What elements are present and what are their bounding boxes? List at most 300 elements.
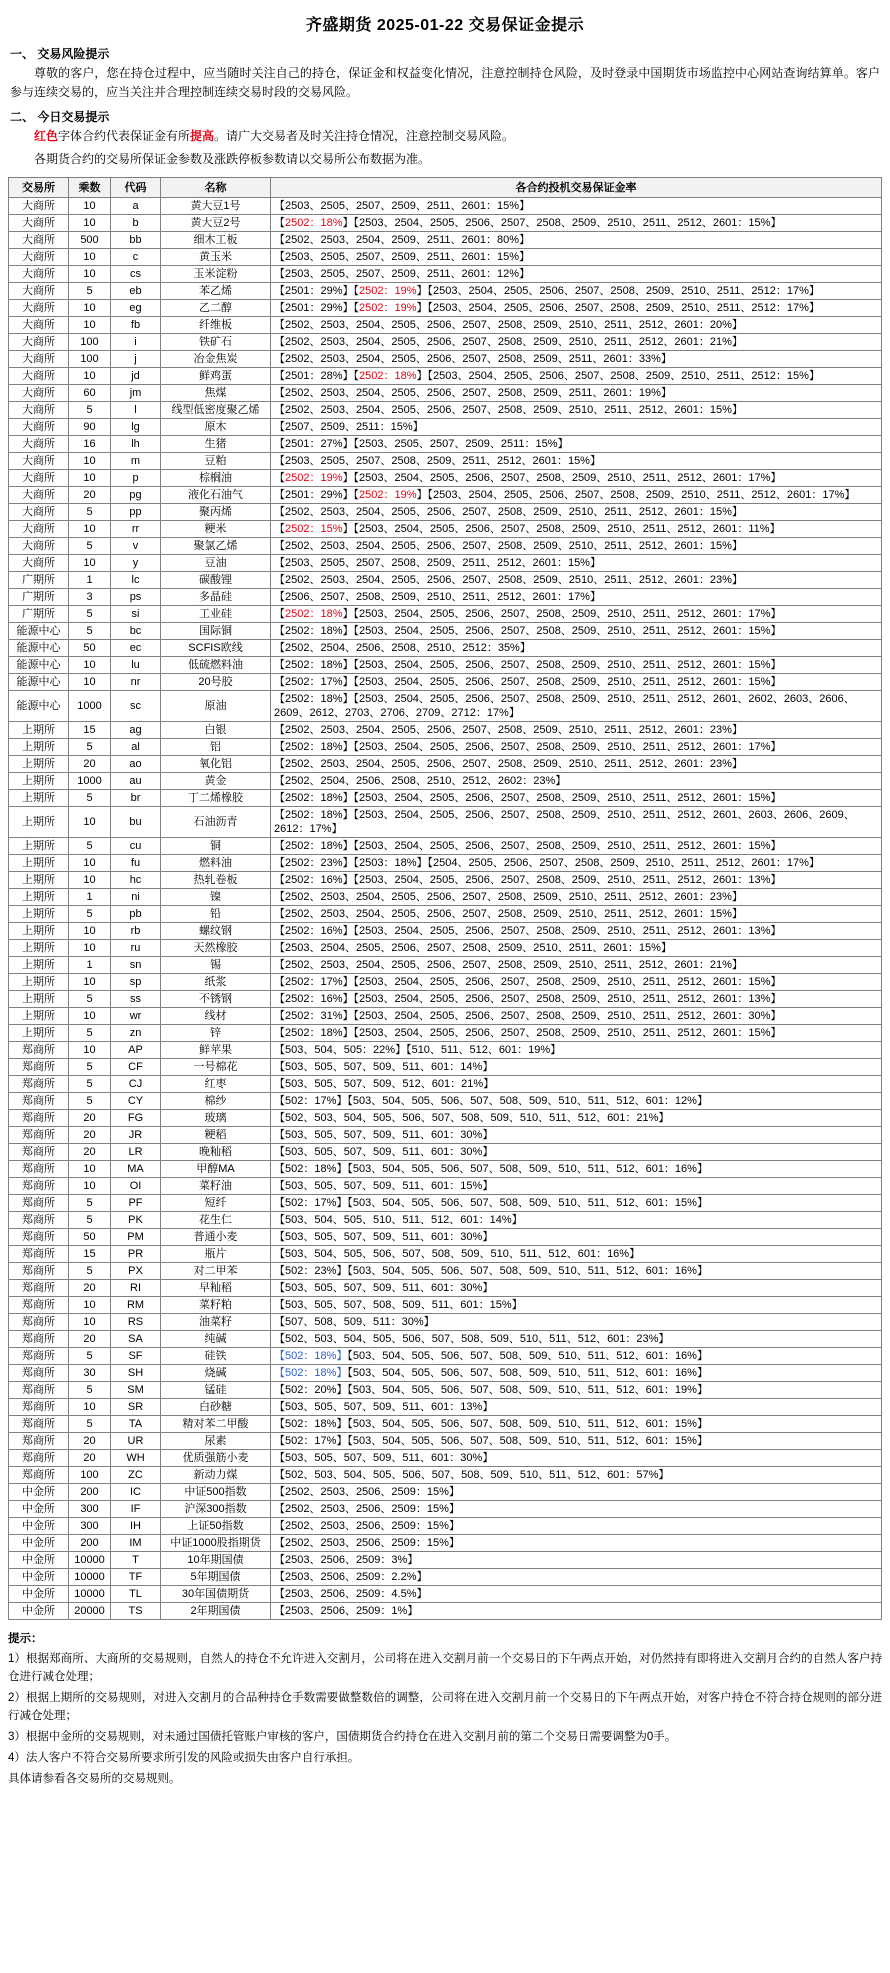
cell-multiplier: 3	[69, 589, 111, 606]
cell-exchange: 郑商所	[9, 1263, 69, 1280]
cell-code: lc	[111, 572, 161, 589]
cell-code: fu	[111, 855, 161, 872]
cell-code: SR	[111, 1399, 161, 1416]
cell-exchange: 中金所	[9, 1586, 69, 1603]
table-row	[9, 283, 882, 300]
rate-segment: 【2502、2503、2504、2505、2506、2507、2508、2509、2510、2511、2512、2601：23%】	[274, 758, 743, 770]
cell-code: ZC	[111, 1467, 161, 1484]
rate-segment: 【502：18%】【503、504、505、506、507、508、509、510、511、512、601：15%】	[274, 1418, 708, 1430]
rate-segment: 【2503、2504、2505、2506、2507、2508、2509、2510、2511、2601：15%】	[274, 942, 672, 954]
cell-name: 一号棉花	[161, 1059, 271, 1076]
cell-code: b	[111, 215, 161, 232]
cell-margin-rate	[271, 1518, 882, 1535]
cell-name: 焦煤	[161, 385, 271, 402]
cell-exchange: 郑商所	[9, 1144, 69, 1161]
rate-segment: 【	[274, 608, 285, 620]
cell-exchange: 大商所	[9, 521, 69, 538]
table-row	[9, 1569, 882, 1586]
cell-margin-rate	[271, 198, 882, 215]
rate-segment: 【2502、2503、2504、2505、2506、2507、2508、2509、2510、2511、2512、2601：23%】	[274, 574, 743, 586]
cell-multiplier: 10	[69, 555, 111, 572]
cell-name: 短纤	[161, 1195, 271, 1212]
cell-code: IC	[111, 1484, 161, 1501]
cell-code: MA	[111, 1161, 161, 1178]
cell-name: 燃料油	[161, 855, 271, 872]
table-row	[9, 1110, 882, 1127]
cell-exchange: 大商所	[9, 368, 69, 385]
cell-margin-rate	[271, 504, 882, 521]
table-row	[9, 1467, 882, 1484]
cell-code: IM	[111, 1535, 161, 1552]
cell-name: 棉纱	[161, 1093, 271, 1110]
rate-segment: 【503、505、507、509、511、601：30%】	[274, 1129, 494, 1141]
cell-margin-rate	[271, 739, 882, 756]
cell-exchange: 大商所	[9, 453, 69, 470]
table-row	[9, 1501, 882, 1518]
cell-margin-rate	[271, 1433, 882, 1450]
table-row	[9, 1416, 882, 1433]
table-row	[9, 1535, 882, 1552]
cell-name: 甲醇MA	[161, 1161, 271, 1178]
cell-exchange: 大商所	[9, 351, 69, 368]
cell-multiplier: 200	[69, 1484, 111, 1501]
cell-name: 纸浆	[161, 974, 271, 991]
cell-exchange: 上期所	[9, 974, 69, 991]
table-row	[9, 1348, 882, 1365]
cell-name: 对二甲苯	[161, 1263, 271, 1280]
rate-segment: 【2501：28%】【	[274, 370, 359, 382]
cell-code: wr	[111, 1008, 161, 1025]
table-row	[9, 722, 882, 739]
rate-segment: 】【2503、2504、2505、2506、2507、2508、2509、2510、2511、2512：15%】	[416, 370, 820, 382]
section-1-heading: 一、 交易风险提示	[10, 47, 110, 61]
cell-margin-rate	[271, 1195, 882, 1212]
rate-segment-highlight: 2502：18%	[359, 370, 417, 382]
cell-multiplier: 10	[69, 1314, 111, 1331]
cell-multiplier: 50	[69, 1229, 111, 1246]
table-row	[9, 1450, 882, 1467]
cell-multiplier: 5	[69, 1195, 111, 1212]
cell-multiplier: 5	[69, 1059, 111, 1076]
cell-multiplier: 10	[69, 674, 111, 691]
cell-exchange: 郑商所	[9, 1280, 69, 1297]
table-row	[9, 385, 882, 402]
cell-code: lh	[111, 436, 161, 453]
cell-margin-rate	[271, 521, 882, 538]
cell-margin-rate	[271, 300, 882, 317]
cell-multiplier: 20	[69, 1110, 111, 1127]
cell-name: 线材	[161, 1008, 271, 1025]
cell-code: pb	[111, 906, 161, 923]
rate-segment: 【	[274, 523, 285, 535]
rate-segment: 【503、504、505、510、511、512、601：14%】	[274, 1214, 523, 1226]
table-row	[9, 351, 882, 368]
cell-exchange: 上期所	[9, 773, 69, 790]
table-row	[9, 1144, 882, 1161]
rate-segment: 【2502：18%】【2503、2504、2505、2506、2507、2508、2509、2510、2511、2512、2601：15%】	[274, 659, 782, 671]
cell-name: 中证500指数	[161, 1484, 271, 1501]
cell-exchange: 大商所	[9, 487, 69, 504]
cell-margin-rate	[271, 957, 882, 974]
rate-segment: 【2502：18%】【2503、2504、2505、2506、2507、2508、2509、2510、2511、2512、2601、2603、2606、2609、2612：17%】	[274, 809, 855, 835]
cell-exchange: 郑商所	[9, 1450, 69, 1467]
note-item-3: 3）根据中金所的交易规则，对未通过国债托管账户审核的客户，国债期货合约持仓在进入交割月前的第二个交易日需要调整为0手。	[8, 1731, 677, 1743]
cell-multiplier: 1000	[69, 691, 111, 722]
table-row	[9, 436, 882, 453]
cell-code: TL	[111, 1586, 161, 1603]
cell-margin-rate	[271, 1314, 882, 1331]
cell-margin-rate	[271, 589, 882, 606]
col-name: 名称	[161, 178, 271, 198]
cell-name: 聚氯乙烯	[161, 538, 271, 555]
cell-name: 棕榈油	[161, 470, 271, 487]
section-2-paragraph-1	[8, 127, 882, 150]
cell-exchange: 大商所	[9, 266, 69, 283]
cell-exchange: 上期所	[9, 940, 69, 957]
table-row	[9, 1297, 882, 1314]
table-row	[9, 1042, 882, 1059]
rate-segment: 【503、504、505、506、507、508、509、510、511、512、601：16%】	[274, 1248, 641, 1260]
cell-name: 铜	[161, 838, 271, 855]
cell-exchange: 能源中心	[9, 691, 69, 722]
cell-multiplier: 10	[69, 317, 111, 334]
rate-segment: 【502：17%】【503、504、505、506、507、508、509、510、511、512、601：15%】	[274, 1197, 708, 1209]
cell-margin-rate	[271, 1467, 882, 1484]
table-row	[9, 1178, 882, 1195]
cell-exchange: 大商所	[9, 215, 69, 232]
table-row	[9, 807, 882, 838]
rate-segment: 【2502、2503、2504、2505、2506、2507、2508、2509、2510、2511、2512、2601：23%】	[274, 891, 743, 903]
cell-name: 2年期国债	[161, 1603, 271, 1620]
cell-name: 粳米	[161, 521, 271, 538]
cell-multiplier: 10	[69, 940, 111, 957]
margin-rate-table	[8, 177, 882, 1620]
rate-segment: 【503、505、507、509、512、601：21%】	[274, 1078, 495, 1090]
rate-segment: 】【2503、2504、2505、2506、2507、2508、2509、2510、2511、2512、2601：17%】	[342, 608, 782, 620]
cell-code: OI	[111, 1178, 161, 1195]
cell-exchange: 大商所	[9, 232, 69, 249]
rate-segment: 【502、503、504、505、506、507、508、509、510、511、512、601：21%】	[274, 1112, 670, 1124]
cell-code: PK	[111, 1212, 161, 1229]
cell-code: rr	[111, 521, 161, 538]
cell-multiplier: 20000	[69, 1603, 111, 1620]
cell-code: SF	[111, 1348, 161, 1365]
cell-exchange: 郑商所	[9, 1127, 69, 1144]
cell-code: bb	[111, 232, 161, 249]
cell-name: 碳酸锂	[161, 572, 271, 589]
cell-multiplier: 5	[69, 991, 111, 1008]
cell-margin-rate	[271, 334, 882, 351]
rate-segment-highlight: 2502：18%	[285, 608, 343, 620]
cell-exchange: 上期所	[9, 906, 69, 923]
cell-name: 聚丙烯	[161, 504, 271, 521]
cell-multiplier: 20	[69, 1331, 111, 1348]
cell-exchange: 大商所	[9, 470, 69, 487]
cell-name: 白银	[161, 722, 271, 739]
table-body	[9, 198, 882, 1620]
table-row	[9, 1382, 882, 1399]
rate-segment: 【2502：18%】【2503、2504、2505、2506、2507、2508、2509、2510、2511、2512、2601、2602、2603、2606、2609、2612、2703、2706、2709、2712：17%】	[274, 693, 855, 719]
cell-multiplier: 5	[69, 1212, 111, 1229]
cell-name: 工业硅	[161, 606, 271, 623]
cell-exchange: 郑商所	[9, 1382, 69, 1399]
cell-exchange: 郑商所	[9, 1110, 69, 1127]
rate-segment-highlight: 2502：15%	[285, 523, 343, 535]
rate-segment: 【2502：18%】【2503、2504、2505、2506、2507、2508、2509、2510、2511、2512、2601：15%】	[274, 1027, 782, 1039]
cell-multiplier: 15	[69, 1246, 111, 1263]
table-row	[9, 1484, 882, 1501]
cell-name: 铅	[161, 906, 271, 923]
cell-margin-rate	[271, 807, 882, 838]
cell-exchange: 上期所	[9, 923, 69, 940]
cell-margin-rate	[271, 385, 882, 402]
cell-exchange: 大商所	[9, 504, 69, 521]
cell-margin-rate	[271, 1297, 882, 1314]
table-row	[9, 487, 882, 504]
cell-margin-rate	[271, 756, 882, 773]
cell-name: SCFIS欧线	[161, 640, 271, 657]
cell-multiplier: 5	[69, 606, 111, 623]
table-row	[9, 1161, 882, 1178]
cell-multiplier: 100	[69, 351, 111, 368]
cell-margin-rate	[271, 872, 882, 889]
cell-name: 优质强筋小麦	[161, 1450, 271, 1467]
cell-exchange: 大商所	[9, 385, 69, 402]
cell-name: 晚籼稻	[161, 1144, 271, 1161]
rate-segment: 】【2503、2504、2505、2506、2507、2508、2509、2510、2511、2512、2601：15%】	[342, 217, 782, 229]
cell-name: 玉米淀粉	[161, 266, 271, 283]
cell-multiplier: 5	[69, 283, 111, 300]
cell-margin-rate	[271, 436, 882, 453]
cell-code: PR	[111, 1246, 161, 1263]
rate-segment-highlight: 2502：18%	[285, 217, 343, 229]
rate-segment-highlight: 2502：19%	[359, 489, 417, 501]
cell-exchange: 郑商所	[9, 1365, 69, 1382]
cell-margin-rate	[271, 1246, 882, 1263]
cell-multiplier: 10	[69, 266, 111, 283]
cell-margin-rate	[271, 1178, 882, 1195]
cell-name: 锰硅	[161, 1382, 271, 1399]
cell-exchange: 广期所	[9, 606, 69, 623]
rate-segment: 【502、503、504、505、506、507、508、509、510、511、512、601：57%】	[274, 1469, 670, 1481]
cell-multiplier: 10	[69, 453, 111, 470]
cell-multiplier: 10	[69, 807, 111, 838]
cell-exchange: 上期所	[9, 855, 69, 872]
cell-margin-rate	[271, 790, 882, 807]
cell-exchange: 大商所	[9, 283, 69, 300]
rate-segment-highlight: 2502：19%	[359, 285, 417, 297]
table-row	[9, 923, 882, 940]
rate-segment: 【2502、2503、2504、2505、2506、2507、2508、2509、2510、2511、2512、2601：15%】	[274, 506, 743, 518]
rate-segment: 【503、505、507、509、511、601：30%】	[274, 1282, 494, 1294]
cell-margin-rate	[271, 1110, 882, 1127]
table-row	[9, 1127, 882, 1144]
table-row	[9, 674, 882, 691]
rate-segment: 【502：17%】【503、504、505、506、507、508、509、510、511、512、601：15%】	[274, 1435, 708, 1447]
cell-multiplier: 5	[69, 1076, 111, 1093]
cell-multiplier: 20	[69, 1450, 111, 1467]
cell-code: AP	[111, 1042, 161, 1059]
cell-multiplier: 20	[69, 1433, 111, 1450]
table-row	[9, 1025, 882, 1042]
cell-exchange: 郑商所	[9, 1161, 69, 1178]
rate-segment: 【2502、2503、2504、2505、2506、2507、2508、2509、2510、2511、2512、2601：20%】	[274, 319, 743, 331]
cell-code: bu	[111, 807, 161, 838]
cell-multiplier: 30	[69, 1365, 111, 1382]
col-code: 代码	[111, 178, 161, 198]
table-row	[9, 402, 882, 419]
cell-multiplier: 10	[69, 300, 111, 317]
section-2-heading: 二、 今日交易提示	[10, 110, 110, 124]
rate-segment: 【502：18%】	[274, 1350, 348, 1362]
note-item-2: 2）根据上期所的交易规则，对进入交割月的合品种持仓手数需要做整数倍的调整，公司将在进入交割月前一个交易日的下午两点开始，对客户持仓不符合持仓规则的部分进行减仓处理；	[8, 1692, 882, 1722]
cell-code: CY	[111, 1093, 161, 1110]
table-row	[9, 572, 882, 589]
col-exchange: 交易所	[9, 178, 69, 198]
cell-code: WH	[111, 1450, 161, 1467]
cell-name: 铝	[161, 739, 271, 756]
rate-segment: 【2503、2505、2507、2509、2511、2601：15%】	[274, 251, 531, 263]
section-2-p1-b: 。请广大交易者及时关注持仓情况，注意控制交易风险。	[214, 129, 515, 143]
rate-segment: 【	[274, 472, 285, 484]
cell-exchange: 广期所	[9, 589, 69, 606]
rate-segment: 【2507、2509、2511：15%】	[274, 421, 424, 433]
table-row	[9, 1331, 882, 1348]
cell-margin-rate	[271, 1059, 882, 1076]
rate-segment: 【2502、2503、2504、2505、2506、2507、2508、2509、2510、2511、2512、2601：23%】	[274, 724, 743, 736]
cell-multiplier: 500	[69, 232, 111, 249]
table-row	[9, 640, 882, 657]
cell-multiplier: 10000	[69, 1569, 111, 1586]
cell-name: 豆油	[161, 555, 271, 572]
table-row	[9, 790, 882, 807]
cell-multiplier: 10	[69, 923, 111, 940]
cell-multiplier: 10	[69, 855, 111, 872]
table-row	[9, 504, 882, 521]
table-row	[9, 623, 882, 640]
cell-exchange: 郑商所	[9, 1195, 69, 1212]
cell-margin-rate	[271, 691, 882, 722]
cell-exchange: 郑商所	[9, 1467, 69, 1484]
rate-segment: 【2501：29%】【	[274, 489, 359, 501]
rate-segment: 【2502、2503、2506、2509：15%】	[274, 1486, 460, 1498]
cell-name: 菜籽油	[161, 1178, 271, 1195]
cell-code: ru	[111, 940, 161, 957]
note-footer: 具体请参看各交易所的交易规则。	[8, 1773, 181, 1785]
cell-margin-rate	[271, 1382, 882, 1399]
cell-margin-rate	[271, 1042, 882, 1059]
table-row	[9, 1518, 882, 1535]
cell-margin-rate	[271, 351, 882, 368]
table-row	[9, 906, 882, 923]
rate-segment: 【2503、2505、2507、2509、2511、2601：12%】	[274, 268, 531, 280]
rate-segment-highlight: 2502：19%	[285, 472, 343, 484]
cell-exchange: 郑商所	[9, 1076, 69, 1093]
cell-name: 丁二烯橡胶	[161, 790, 271, 807]
cell-code: ss	[111, 991, 161, 1008]
cell-exchange: 中金所	[9, 1484, 69, 1501]
table-row	[9, 1076, 882, 1093]
cell-multiplier: 10000	[69, 1586, 111, 1603]
cell-name: 新动力煤	[161, 1467, 271, 1484]
table-row	[9, 838, 882, 855]
cell-code: PX	[111, 1263, 161, 1280]
cell-code: RI	[111, 1280, 161, 1297]
cell-margin-rate	[271, 1501, 882, 1518]
rate-segment: 【2502：16%】【2503、2504、2505、2506、2507、2508、2509、2510、2511、2512、2601：13%】	[274, 993, 782, 1005]
cell-multiplier: 1	[69, 572, 111, 589]
cell-margin-rate	[271, 1144, 882, 1161]
cell-multiplier: 5	[69, 402, 111, 419]
cell-code: CJ	[111, 1076, 161, 1093]
cell-margin-rate	[271, 838, 882, 855]
cell-code: ag	[111, 722, 161, 739]
cell-code: br	[111, 790, 161, 807]
cell-margin-rate	[271, 974, 882, 991]
cell-exchange: 上期所	[9, 722, 69, 739]
rate-segment: 【503、505、507、509、511、601：13%】	[274, 1401, 494, 1413]
cell-multiplier: 300	[69, 1518, 111, 1535]
cell-margin-rate	[271, 640, 882, 657]
rate-segment: 【2502：18%】【2503、2504、2505、2506、2507、2508、2509、2510、2511、2512、2601：15%】	[274, 840, 782, 852]
cell-name: 沪深300指数	[161, 1501, 271, 1518]
cell-name: 低硫燃料油	[161, 657, 271, 674]
cell-exchange: 郑商所	[9, 1059, 69, 1076]
cell-name: 铁矿石	[161, 334, 271, 351]
cell-name: 黄大豆2号	[161, 215, 271, 232]
cell-name: 不锈钢	[161, 991, 271, 1008]
table-row	[9, 1263, 882, 1280]
cell-name: 豆粕	[161, 453, 271, 470]
cell-code: cs	[111, 266, 161, 283]
cell-multiplier: 5	[69, 1382, 111, 1399]
table-row	[9, 855, 882, 872]
cell-name: 瓶片	[161, 1246, 271, 1263]
cell-name: 10年期国债	[161, 1552, 271, 1569]
cell-multiplier: 20	[69, 1280, 111, 1297]
cell-name: 冶金焦炭	[161, 351, 271, 368]
cell-code: ni	[111, 889, 161, 906]
cell-margin-rate	[271, 572, 882, 589]
cell-code: LR	[111, 1144, 161, 1161]
cell-margin-rate	[271, 1399, 882, 1416]
rate-segment: 【2502：17%】【2503、2504、2505、2506、2507、2508、2509、2510、2511、2512、2601：15%】	[274, 976, 782, 988]
table-row	[9, 1093, 882, 1110]
cell-exchange: 上期所	[9, 991, 69, 1008]
table-row	[9, 1365, 882, 1382]
cell-name: 锌	[161, 1025, 271, 1042]
cell-exchange: 中金所	[9, 1518, 69, 1535]
cell-code: TS	[111, 1603, 161, 1620]
cell-exchange: 大商所	[9, 419, 69, 436]
rate-segment: 【2502、2504、2506、2508、2510、2512：35%】	[274, 642, 531, 654]
cell-exchange: 郑商所	[9, 1433, 69, 1450]
red-label: 红色	[34, 129, 59, 143]
cell-margin-rate	[271, 889, 882, 906]
cell-exchange: 上期所	[9, 790, 69, 807]
cell-code: p	[111, 470, 161, 487]
rate-segment: 【502：18%】	[274, 1367, 348, 1379]
cell-multiplier: 5	[69, 1263, 111, 1280]
cell-name: 花生仁	[161, 1212, 271, 1229]
cell-multiplier: 10	[69, 470, 111, 487]
cell-multiplier: 5	[69, 1348, 111, 1365]
cell-name: 细木工板	[161, 232, 271, 249]
rate-segment: 【2502：18%】【2503、2504、2505、2506、2507、2508、2509、2510、2511、2512、2601：15%】	[274, 625, 782, 637]
cell-code: SH	[111, 1365, 161, 1382]
cell-name: 纯碱	[161, 1331, 271, 1348]
cell-margin-rate	[271, 855, 882, 872]
